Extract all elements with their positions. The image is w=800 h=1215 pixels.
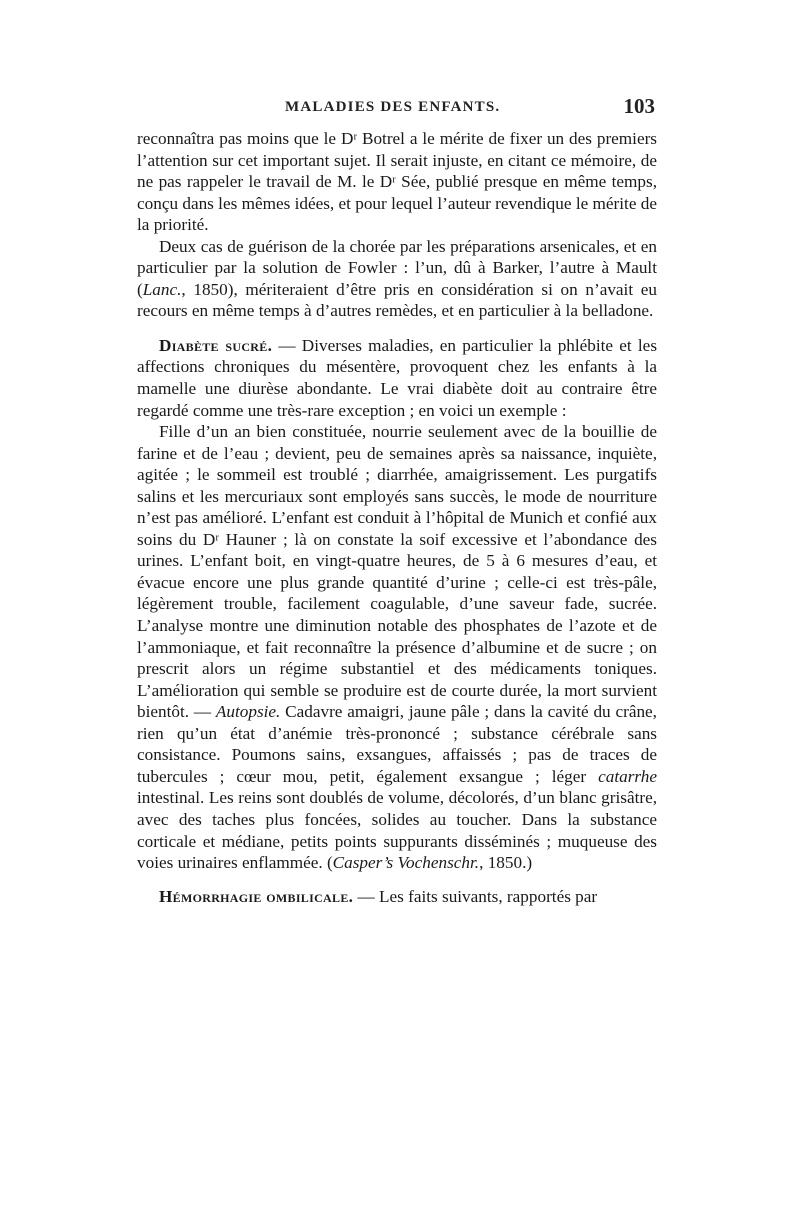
paragraph-choree: [137, 236, 657, 322]
citation-lanc: Lanc.: [142, 279, 182, 299]
section-heading-hemorrhagie: Hémorrhagie ombilicale.: [159, 886, 354, 906]
catarrhe-term: catarrhe: [598, 766, 657, 786]
citation-casper: Casper’s Vochenschr.: [332, 853, 480, 873]
page-header: [137, 96, 657, 124]
paragraph-text: intestinal. Les reins sont doublés de volume, décolorés, d’un blanc grisâtre, avec des taches plus foncées, solides au toucher. Dans la substance corticale et médiane, petits points suppurants disséminés ; muqueuse des voies urinaires enflammée. (: [137, 788, 657, 873]
paragraph-text: — Les faits suivants, rapportés par: [353, 886, 598, 906]
paragraph-text: Fille d’un an bien constituée, nourrie seulement avec de la bouillie de farine et de l’eau ; devient, peu de semaines après sa naissance, inquiète, agitée ; le sommeil est troublé ; diarrhée, amaigrissement. Les purgatifs salins et les mercuriaux sont employés sans succès, le mode de nourriture n’est pas amélioré. L’enfant est conduit à l’hôpital de Munich et confié aux soins du Dʳ Hauner ; là on constate la soif excessive et l’abondance des urines. L’enfant boit, en vingt-quatre heures, de 5 à 6 mesures d’eau, et évacue encore une plus grande quantité d’urine ; celle-ci est très-pâle, légèrement trouble, facilement coagulable, d’une saveur fade, sucrée. L’analyse montre une diminution notable des phosphates de l’azote et de l’ammoniaque, et fait reconnaître la présence d’albumine et de sucre ; on prescrit alors un régime substantiel et des médicaments toniques. L’amélioration qui semble se produire est de courte durée, la mort survient bientôt. —: [137, 422, 657, 722]
paragraph-text: Cadavre amaigri, jaune pâle ; dans la cavité du crâne, rien qu’un état d’anémie très-prononcé ; substance cérébrale sans consistance. Poumons sains, exsangues, affaissés ; pas de traces de tubercules ; cœur mou, petit, également exsangue ; léger: [137, 702, 657, 786]
running-title: MALADIES DES ENFANTS.: [285, 99, 501, 115]
paragraph-text: Deux cas de guérison de la chorée par les préparations arsenicales, et en particulier par la solution de Fowler : l’un, dû à Barker, l’autre à Mault (: [137, 236, 657, 299]
paragraph-text: , 1850), mériteraient d’être pris en considération si on n’avait eu recours en même temps à d’autres remèdes, et en particulier à la belladone.: [137, 279, 657, 321]
paragraph-text: — Diverses maladies, en particulier la phlébite et les affections chroniques du mésentère, provoquent chez les enfants à la mamelle une diurèse abondante. Le vrai diabète doit au contraire être regardé comme une très-rare exception ; en voici un exemple :: [137, 335, 658, 420]
autopsie-label: Autopsie.: [215, 702, 281, 722]
paragraph-text: reconnaîtra pas moins que le Dʳ Botrel a le mérite de fixer un des premiers l’attention sur cet important sujet. Il serait injuste, en citant ce mémoire, de ne pas rappeler le travail de M. le Dʳ Sée, publié presque en même temps, conçu dans les mêmes idées, et pour lequel l’auteur revendique le mérite de la priorité.: [137, 129, 657, 235]
body-text: [137, 128, 657, 907]
section-heading-diabete: Diabète sucré.: [159, 335, 273, 355]
section-hemorrhagie-ombilicale: [137, 886, 657, 908]
paragraph-text: , 1850.): [479, 853, 533, 873]
paragraph-case-report: [137, 421, 657, 873]
page-number: 103: [623, 94, 655, 118]
section-diabete-sucre: [137, 335, 657, 421]
paragraph-botrel: [137, 128, 657, 236]
